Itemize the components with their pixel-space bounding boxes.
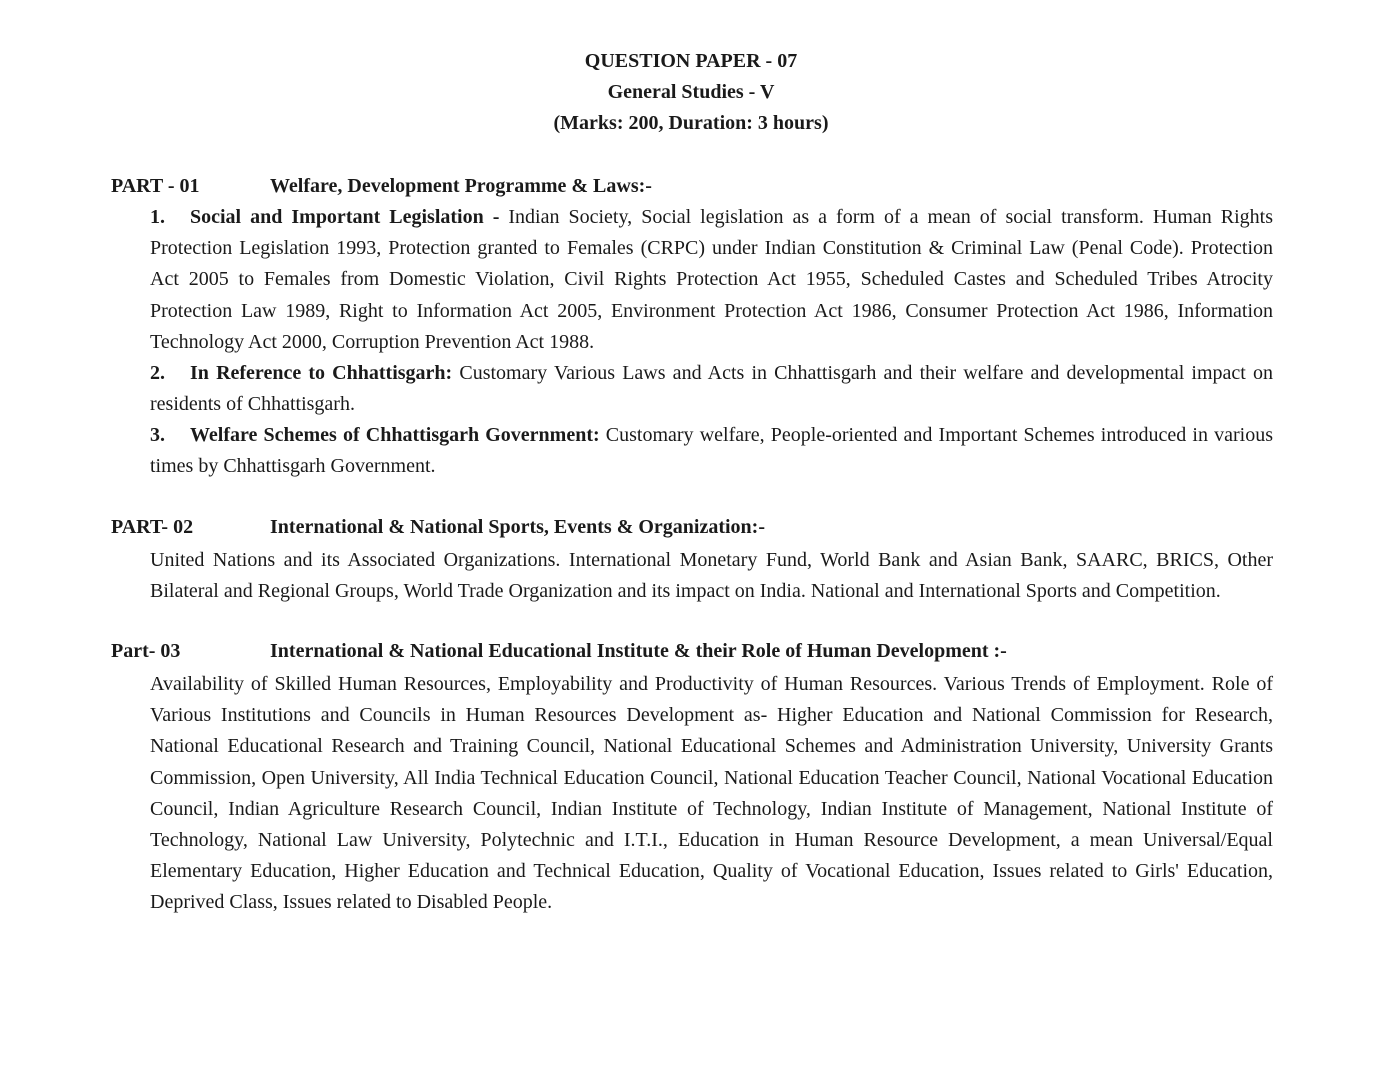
part1-title: Welfare, Development Programme & Laws:-: [270, 175, 652, 197]
part2-body: United Nations and its Associated Organizations. International Monetary Fund, World Bank and Asian Bank, SAARC, BRICS, Other Bilateral and Regional Groups, World Trade Organization and its impact on India. National and International Sports and Competition.: [150, 549, 1273, 603]
part3-label: Part- 03: [111, 640, 181, 662]
item-number: 1.: [150, 206, 165, 228]
item-heading: In Reference to Chhattisgarh:: [190, 362, 453, 384]
part1-heading: [111, 171, 652, 202]
paper-title: QUESTION PAPER - 07: [584, 50, 798, 72]
item-number: 3.: [150, 424, 165, 446]
part3-title: International & National Educational Institute & their Role of Human Development :-: [270, 640, 1007, 662]
part3-body: Availability of Skilled Human Resources, Employability and Productivity of Human Resources. Various Trends of Employment. Role of Various Institutions and Councils in Human Resources Development as- Higher Education and National Commission for Research, National Educational Research and Training Council, National Educational Schemes and Administration University, University Grants Commission, Open University, All India Technical Education Council, National Education Teacher Council, National Vocational Education Council, Indian Agriculture Research Council, Indian Institute of Technology, Indian Institute of Management, National Institute of Technology, National Law University, Polytechnic and I.T.I., Education in Human Resource Development, a mean Universal/Equal Elementary Education, Higher Education and Technical Education, Quality of Vocational Education, Issues related to Girls' Education, Deprived Class, Issues related to Disabled People.: [150, 673, 1273, 914]
part2-title: International & National Sports, Events & Organization:-: [270, 516, 765, 538]
paper-marks: (Marks: 200, Duration: 3 hours): [553, 112, 829, 134]
item-text: Customary Various Laws and Acts in Chhattisgarh and their welfare and developmental impact on residents of Chhattisgarh.: [150, 362, 1274, 416]
part1-item-1: [150, 202, 1273, 358]
part3-heading: [111, 636, 1007, 667]
item-text: Customary welfare, People-oriented and Important Schemes introduced in various times by Chhattisgarh Government.: [150, 424, 1273, 478]
paper-subject: General Studies - V: [607, 81, 775, 103]
item-text: Indian Society, Social legislation as a form of a mean of social transform. Human Rights Protection Legislation 1993, Protection granted to Females (CRPC) under Indian Constitution & Criminal Law (Penal Code). Protection Act 2005 to Females from Domestic Violation, Civil Rights Protection Act 1955, Scheduled Castes and Scheduled Tribes Atrocity Protection Law 1989, Right to Information Act 2005, Environment Protection Act 1986, Consumer Protection Act 1986, Information Technology Act 2000, Corruption Prevention Act 1988.: [150, 206, 1273, 353]
item-heading: Welfare Schemes of Chhattisgarh Government:: [190, 424, 600, 446]
item-number: 2.: [150, 362, 165, 384]
part1-item-2: [150, 358, 1273, 420]
part2-label: PART- 02: [111, 516, 194, 538]
part1-label: PART - 01: [111, 175, 200, 197]
item-heading: Social and Important Legislation -: [190, 206, 500, 228]
document-header: [0, 46, 1382, 139]
part2-heading: [111, 512, 765, 543]
part1-item-3: [150, 420, 1273, 482]
